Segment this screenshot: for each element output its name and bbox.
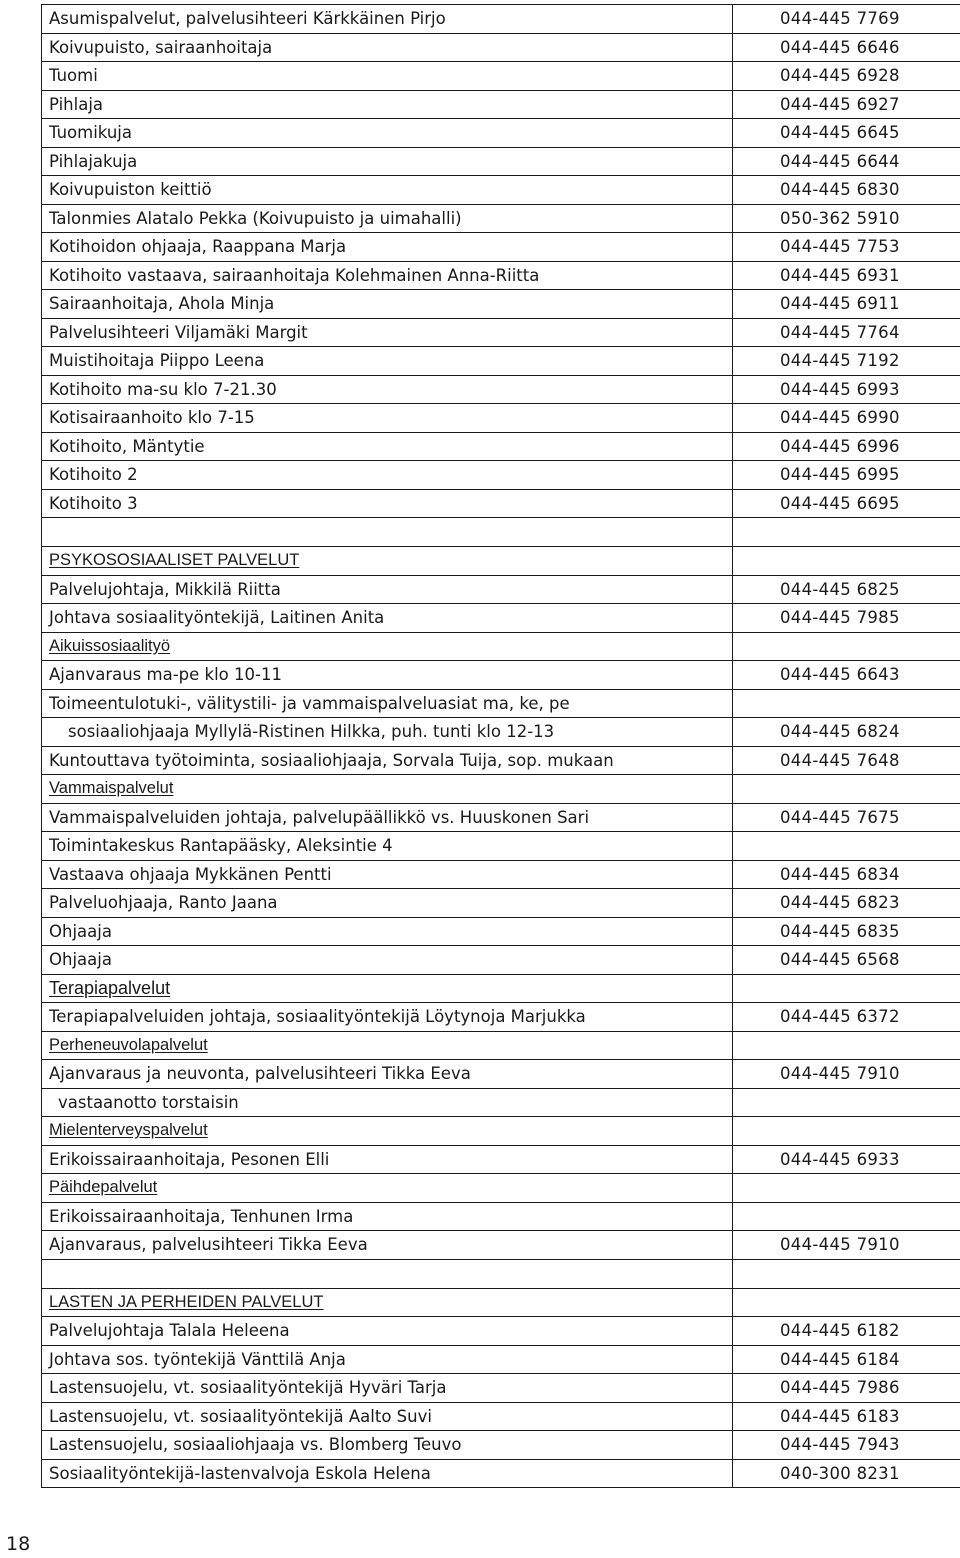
contact-name: Asumispalvelut, palvelusihteeri Kärkkäinen Pirjo bbox=[42, 5, 733, 34]
contact-phone: 044-445 7764 bbox=[733, 318, 960, 347]
contact-row bbox=[42, 917, 960, 946]
contact-name: Kuntouttava työtoiminta, sosiaaliohjaaja, Sorvala Tuija, sop. mukaan bbox=[42, 746, 733, 775]
contact-name: Kotihoito, Mäntytie bbox=[42, 432, 733, 461]
section-heading-text: Perheneuvolapalvelut bbox=[49, 1035, 208, 1054]
contact-name: Pihlajakuja bbox=[42, 147, 733, 176]
contact-row bbox=[42, 347, 960, 376]
contact-phone: 044-445 7985 bbox=[733, 604, 960, 633]
contact-phone: 044-445 7910 bbox=[733, 1231, 960, 1260]
section-heading-row bbox=[42, 974, 960, 1003]
contact-phone: 044-445 6928 bbox=[733, 62, 960, 91]
section-heading bbox=[42, 1117, 733, 1146]
contact-phone: 044-445 6568 bbox=[733, 946, 960, 975]
contact-row bbox=[42, 290, 960, 319]
contact-name: Koivupuisto, sairaanhoitaja bbox=[42, 33, 733, 62]
contact-name: Erikoissairaanhoitaja, Pesonen Elli bbox=[42, 1145, 733, 1174]
contact-phone bbox=[733, 632, 960, 661]
contact-phone bbox=[733, 1174, 960, 1203]
contact-row bbox=[42, 689, 960, 718]
section-heading-row bbox=[42, 1174, 960, 1203]
section-heading bbox=[42, 547, 733, 576]
contact-name: Koivupuiston keittiö bbox=[42, 176, 733, 205]
contact-name: Sosiaalityöntekijä-lastenvalvoja Eskola Helena bbox=[42, 1459, 733, 1488]
contact-phone: 044-445 6645 bbox=[733, 119, 960, 148]
contact-name: Kotihoidon ohjaaja, Raappana Marja bbox=[42, 233, 733, 262]
contact-row bbox=[42, 176, 960, 205]
contact-phone: 044-445 6995 bbox=[733, 461, 960, 490]
section-heading bbox=[42, 974, 733, 1003]
contact-row bbox=[42, 1202, 960, 1231]
contact-phone: 044-445 6834 bbox=[733, 860, 960, 889]
contact-name: Vastaava ohjaaja Mykkänen Pentti bbox=[42, 860, 733, 889]
contact-name bbox=[42, 518, 733, 547]
contact-phone bbox=[733, 832, 960, 861]
blank-row bbox=[42, 518, 960, 547]
contact-phone: 040-300 8231 bbox=[733, 1459, 960, 1488]
contact-phone: 044-445 7943 bbox=[733, 1431, 960, 1460]
contact-name: Erikoissairaanhoitaja, Tenhunen Irma bbox=[42, 1202, 733, 1231]
contact-phone: 044-445 6372 bbox=[733, 1003, 960, 1032]
blank-row bbox=[42, 1259, 960, 1288]
section-heading-row bbox=[42, 632, 960, 661]
contact-phone: 044-445 6933 bbox=[733, 1145, 960, 1174]
contact-row bbox=[42, 1345, 960, 1374]
contact-row bbox=[42, 1003, 960, 1032]
contact-phone: 044-445 6993 bbox=[733, 375, 960, 404]
contact-phone: 044-445 6184 bbox=[733, 1345, 960, 1374]
contact-name: Kotihoito 3 bbox=[42, 489, 733, 518]
section-heading-text: PSYKOSOSIAALISET PALVELUT bbox=[49, 551, 300, 570]
contact-phone: 044-445 6824 bbox=[733, 718, 960, 747]
contact-row bbox=[42, 718, 960, 747]
contact-phone bbox=[733, 1088, 960, 1117]
contact-row bbox=[42, 461, 960, 490]
contact-row bbox=[42, 318, 960, 347]
contact-phone: 044-445 6695 bbox=[733, 489, 960, 518]
contact-phone bbox=[733, 974, 960, 1003]
contact-phone: 044-445 6996 bbox=[733, 432, 960, 461]
contact-name: Terapiapalveluiden johtaja, sosiaalityöntekijä Löytynoja Marjukka bbox=[42, 1003, 733, 1032]
contact-name: Lastensuojelu, vt. sosiaalityöntekijä Aalto Suvi bbox=[42, 1402, 733, 1431]
contact-name: Ajanvaraus ma-pe klo 10-11 bbox=[42, 661, 733, 690]
section-heading-text: Terapiapalvelut bbox=[49, 977, 171, 998]
contact-phone: 044-445 7675 bbox=[733, 803, 960, 832]
contact-phone: 044-445 6835 bbox=[733, 917, 960, 946]
contact-row bbox=[42, 261, 960, 290]
contact-row bbox=[42, 1402, 960, 1431]
contact-row bbox=[42, 1231, 960, 1260]
contact-phone bbox=[733, 547, 960, 576]
contact-phone: 044-445 6931 bbox=[733, 261, 960, 290]
contact-row bbox=[42, 62, 960, 91]
contact-phone: 044-445 6644 bbox=[733, 147, 960, 176]
section-heading bbox=[42, 1288, 733, 1317]
contact-phone: 044-445 7769 bbox=[733, 5, 960, 34]
section-heading-text: Vammaispalvelut bbox=[49, 779, 174, 798]
contact-row bbox=[42, 604, 960, 633]
contact-name: Kotihoito vastaava, sairaanhoitaja Kolehmainen Anna-Riitta bbox=[42, 261, 733, 290]
section-heading-text: Aikuissosiaalityö bbox=[49, 636, 171, 655]
section-heading-row bbox=[42, 1031, 960, 1060]
contact-row bbox=[42, 661, 960, 690]
contact-name: Muistihoitaja Piippo Leena bbox=[42, 347, 733, 376]
contact-phone bbox=[733, 775, 960, 804]
contact-name: sosiaaliohjaaja Myllylä-Ristinen Hilkka, puh. tunti klo 12-13 bbox=[42, 718, 733, 747]
contact-name: Palvelusihteeri Viljamäki Margit bbox=[42, 318, 733, 347]
contact-name bbox=[42, 1259, 733, 1288]
contact-name: Vammaispalveluiden johtaja, palvelupäällikkö vs. Huuskonen Sari bbox=[42, 803, 733, 832]
contact-name: Ohjaaja bbox=[42, 917, 733, 946]
section-heading bbox=[42, 1174, 733, 1203]
contact-phone: 044-445 6825 bbox=[733, 575, 960, 604]
contact-directory-table bbox=[41, 4, 960, 1488]
contact-name: Toimeentulotuki-, välitystili- ja vammaispalveluasiat ma, ke, pe bbox=[42, 689, 733, 718]
contact-row bbox=[42, 1145, 960, 1174]
contact-name: Palveluohjaaja, Ranto Jaana bbox=[42, 889, 733, 918]
contact-row bbox=[42, 1060, 960, 1089]
contact-phone: 044-445 6927 bbox=[733, 90, 960, 119]
contact-row bbox=[42, 404, 960, 433]
contact-row bbox=[42, 1088, 960, 1117]
contact-row bbox=[42, 889, 960, 918]
contact-name: Palvelujohtaja, Mikkilä Riitta bbox=[42, 575, 733, 604]
contact-row bbox=[42, 489, 960, 518]
contact-row bbox=[42, 119, 960, 148]
contact-phone: 044-445 6830 bbox=[733, 176, 960, 205]
contact-phone: 044-445 6646 bbox=[733, 33, 960, 62]
contact-name: Palvelujohtaja Talala Heleena bbox=[42, 1317, 733, 1346]
contact-row bbox=[42, 33, 960, 62]
contact-name: Johtava sos. työntekijä Vänttilä Anja bbox=[42, 1345, 733, 1374]
contact-name: Kotisairaanhoito klo 7-15 bbox=[42, 404, 733, 433]
contact-name: Sairaanhoitaja, Ahola Minja bbox=[42, 290, 733, 319]
contact-name: Lastensuojelu, vt. sosiaalityöntekijä Hyväri Tarja bbox=[42, 1374, 733, 1403]
contact-name: Pihlaja bbox=[42, 90, 733, 119]
contact-row bbox=[42, 946, 960, 975]
contact-row bbox=[42, 375, 960, 404]
section-heading bbox=[42, 775, 733, 804]
contact-phone bbox=[733, 1259, 960, 1288]
section-heading-text: Mielenterveyspalvelut bbox=[49, 1121, 208, 1140]
contact-phone bbox=[733, 1202, 960, 1231]
contact-phone: 044-445 6823 bbox=[733, 889, 960, 918]
contact-row bbox=[42, 233, 960, 262]
contact-row bbox=[42, 147, 960, 176]
contact-row bbox=[42, 1317, 960, 1346]
contact-name: Ohjaaja bbox=[42, 946, 733, 975]
contact-row bbox=[42, 90, 960, 119]
contact-phone: 044-445 6911 bbox=[733, 290, 960, 319]
contact-row bbox=[42, 432, 960, 461]
contact-name: Tuomi bbox=[42, 62, 733, 91]
contact-phone: 044-445 6182 bbox=[733, 1317, 960, 1346]
contact-directory-body bbox=[42, 5, 960, 1488]
contact-name: Ajanvaraus, palvelusihteeri Tikka Eeva bbox=[42, 1231, 733, 1260]
section-heading bbox=[42, 1031, 733, 1060]
contact-name: Lastensuojelu, sosiaaliohjaaja vs. Blomberg Teuvo bbox=[42, 1431, 733, 1460]
contact-phone: 044-445 7192 bbox=[733, 347, 960, 376]
contact-phone bbox=[733, 1031, 960, 1060]
contact-name: vastaanotto torstaisin bbox=[42, 1088, 733, 1117]
contact-phone: 044-445 7648 bbox=[733, 746, 960, 775]
contact-phone: 044-445 7753 bbox=[733, 233, 960, 262]
contact-row bbox=[42, 1459, 960, 1488]
contact-phone: 044-445 6183 bbox=[733, 1402, 960, 1431]
page-number: 18 bbox=[6, 1533, 31, 1555]
contact-row bbox=[42, 803, 960, 832]
section-heading-row bbox=[42, 775, 960, 804]
contact-phone bbox=[733, 689, 960, 718]
section-heading bbox=[42, 632, 733, 661]
contact-row bbox=[42, 575, 960, 604]
contact-name: Kotihoito ma-su klo 7-21.30 bbox=[42, 375, 733, 404]
section-heading-text: LASTEN JA PERHEIDEN PALVELUT bbox=[49, 1292, 324, 1311]
contact-row bbox=[42, 860, 960, 889]
contact-name: Tuomikuja bbox=[42, 119, 733, 148]
contact-name: Toimintakeskus Rantapääsky, Aleksintie 4 bbox=[42, 832, 733, 861]
contact-name: Johtava sosiaalityöntekijä, Laitinen Anita bbox=[42, 604, 733, 633]
contact-phone: 044-445 6990 bbox=[733, 404, 960, 433]
contact-phone bbox=[733, 518, 960, 547]
section-heading-row bbox=[42, 547, 960, 576]
contact-phone: 044-445 6643 bbox=[733, 661, 960, 690]
contact-row bbox=[42, 832, 960, 861]
contact-row bbox=[42, 204, 960, 233]
contact-name: Kotihoito 2 bbox=[42, 461, 733, 490]
contact-name: Talonmies Alatalo Pekka (Koivupuisto ja uimahalli) bbox=[42, 204, 733, 233]
contact-row bbox=[42, 5, 960, 34]
contact-row bbox=[42, 1374, 960, 1403]
contact-name: Ajanvaraus ja neuvonta, palvelusihteeri Tikka Eeva bbox=[42, 1060, 733, 1089]
contact-phone bbox=[733, 1117, 960, 1146]
contact-phone: 044-445 7986 bbox=[733, 1374, 960, 1403]
section-heading-text: Päihdepalvelut bbox=[49, 1178, 158, 1197]
contact-row bbox=[42, 1431, 960, 1460]
section-heading-row bbox=[42, 1288, 960, 1317]
contact-phone: 044-445 7910 bbox=[733, 1060, 960, 1089]
contact-phone: 050-362 5910 bbox=[733, 204, 960, 233]
section-heading-row bbox=[42, 1117, 960, 1146]
contact-row bbox=[42, 746, 960, 775]
contact-phone bbox=[733, 1288, 960, 1317]
